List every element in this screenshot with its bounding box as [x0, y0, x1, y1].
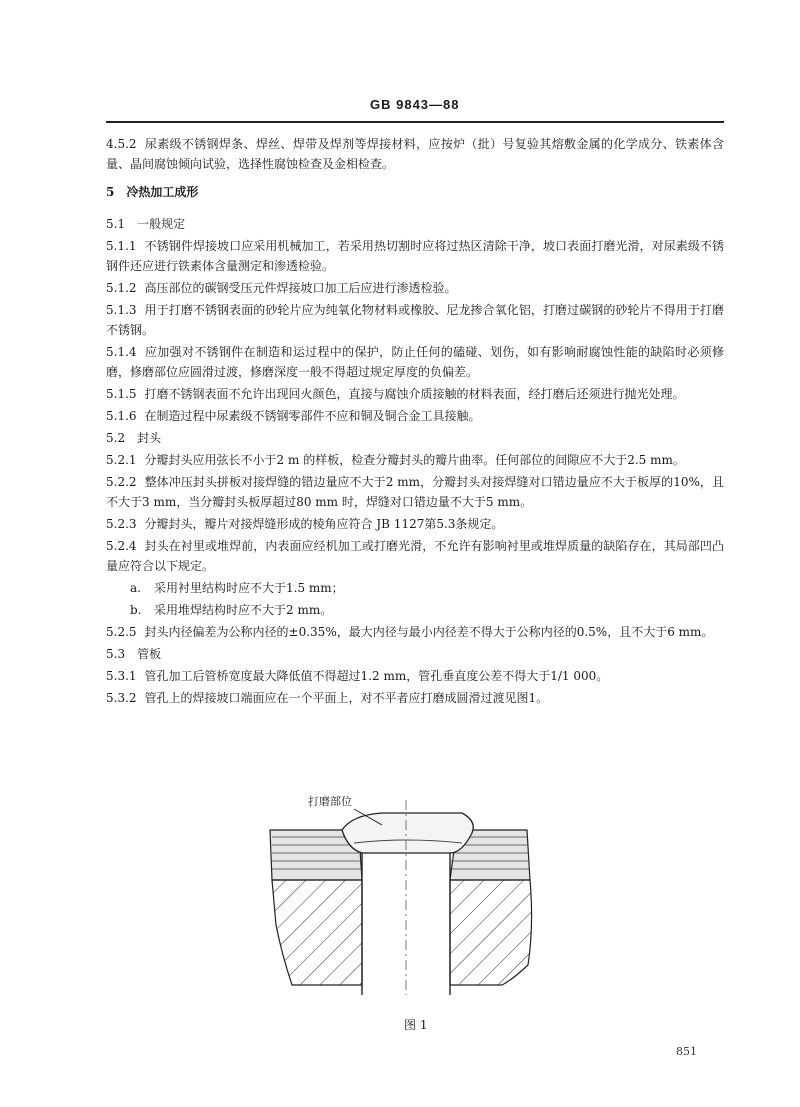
clause-5-3-2 [106, 688, 724, 708]
clause-number: 5.1.4 [106, 345, 137, 359]
subsection-number: 5.3 [106, 647, 126, 661]
clause-number: 5.2.4 [106, 539, 137, 553]
clause-text: 分瓣封头应用弦长不小于2 m 的样板，检查分瓣封头的瓣片曲率。任何部位的间隙应不大于2.5 mm。 [144, 453, 685, 467]
grinding-area-label: 打磨部位 [308, 795, 352, 808]
list-item-b [106, 600, 724, 620]
clause-number: 5.1.1 [106, 239, 137, 253]
clause-number: 5.3.2 [106, 691, 137, 705]
clause-text: 管孔加工后管桥宽度最大降低值不得超过1.2 mm，管孔垂直度公差不得大于1/1 000。 [144, 669, 609, 683]
clause-text: 分瓣封头，瓣片对接焊缝形成的棱角应符合 JB 1127第5.3条规定。 [144, 517, 504, 531]
clause-text: 高压部位的碳钢受压元件焊接坡口加工后应进行渗透检验。 [144, 281, 457, 295]
clause-5-2-2 [106, 472, 724, 512]
clause-number: 5.3.1 [106, 669, 137, 683]
clause-5-2-4 [106, 536, 724, 576]
clause-number: 5.2.5 [106, 625, 137, 639]
clause-text: 打磨不锈钢表面不允许出现回火颜色，直接与腐蚀介质接触的材料表面，经打磨后还须进行抛光处理。 [144, 387, 685, 401]
clause-text: 应加强对不锈钢件在制造和运过程中的保护，防止任何的磕碰、划伤，如有影响耐腐蚀性能的缺陷时必须修磨，修磨部位应圆滑过渡，修磨深度一般不得超过规定厚度的负偏差。 [106, 345, 724, 379]
subsection-title: 管板 [137, 647, 162, 661]
list-item-a [106, 578, 724, 598]
figure-caption: 图 1 [404, 1018, 428, 1032]
figure-1-tube-hole-drawing [262, 785, 542, 1015]
subsection-5-2 [106, 428, 724, 448]
clause-5-1-1 [106, 236, 724, 276]
standard-code-header: GB 9843—88 [370, 97, 460, 112]
tube-hole-section-drawing [262, 785, 542, 1015]
clause-5-1-5 [106, 384, 724, 404]
subsection-title: 封头 [137, 431, 162, 445]
section-title: 冷热加工成形 [126, 185, 199, 199]
clause-number: 4.5.2 [106, 137, 137, 151]
subsection-title: 一般规定 [137, 217, 186, 231]
subsection-5-3 [106, 644, 724, 664]
header-rule [106, 121, 724, 123]
grinding-zone [342, 813, 473, 853]
clause-5-2-1 [106, 450, 724, 470]
clause-5-1-3 [106, 300, 724, 340]
section-number: 5 [106, 185, 115, 199]
section-5-heading [106, 182, 724, 202]
subsection-number: 5.2 [106, 431, 126, 445]
clause-text: 不锈钢件焊接坡口应采用机械加工，若采用热切割时应将过热区清除干净，坡口表面打磨光滑，对尿素级不锈钢件还应进行铁素体含量测定和渗透检验。 [106, 239, 724, 273]
subsection-5-1 [106, 214, 724, 234]
clause-4-5-2 [106, 134, 724, 174]
clause-number: 5.1.2 [106, 281, 137, 295]
clause-5-1-4 [106, 342, 724, 382]
subsection-number: 5.1 [106, 217, 126, 231]
clause-5-2-3 [106, 514, 724, 534]
page-number: 851 [676, 1045, 697, 1058]
list-marker: a. [130, 581, 141, 595]
list-item-text: 采用堆焊结构时应不大于2 mm。 [154, 603, 333, 617]
clause-5-2-5 [106, 622, 724, 642]
list-item-text: 采用衬里结构时应不大于1.5 mm； [154, 581, 344, 595]
clause-text: 在制造过程中尿素级不锈钢零部件不应和铜及铜合金工具接触。 [144, 409, 481, 423]
clause-number: 5.2.1 [106, 453, 137, 467]
clause-number: 5.2.2 [106, 475, 137, 489]
base-metal-right [450, 880, 532, 985]
clause-number: 5.1.3 [106, 303, 137, 317]
base-metal-left [272, 880, 362, 985]
clause-text: 尿素级不锈钢焊条、焊丝、焊带及焊剂等焊接材料，应按炉（批）号复验其熔敷金属的化学成分、铁素体含量、晶间腐蚀倾向试验，选择性腐蚀检查及金相检查。 [106, 137, 724, 171]
clause-text: 管孔上的焊接坡口端面应在一个平面上，对不平者应打磨成圆滑过渡见图1。 [144, 691, 549, 705]
clause-number: 5.1.5 [106, 387, 137, 401]
clause-text: 整体冲压封头拼板对接焊缝的错边量应不大于2 mm，分瓣封头对接焊缝对口错边量应不大于板厚的10%，且不大于3 mm，当分瓣封头板厚超过80 mm 时，焊缝对口错边量不大于5 mm。 [106, 475, 724, 509]
clause-text: 封头在衬里或堆焊前，内表面应经机加工或打磨光滑，不允许有影响衬里或堆焊质量的缺陷存在，其局部凹凸量应符合以下规定。 [106, 539, 724, 573]
clause-5-3-1 [106, 666, 724, 686]
clause-text: 用于打磨不锈钢表面的砂轮片应为纯氧化物材料或橡胶、尼龙掺合氧化铝，打磨过碳钢的砂轮片不得用于打磨不锈钢。 [106, 303, 724, 337]
document-body [106, 134, 724, 710]
list-marker: b. [130, 603, 142, 617]
clause-number: 5.2.3 [106, 517, 137, 531]
clause-text: 封头内径偏差为公称内径的±0.35%，最大内径与最小内径差不得大于公称内径的0.5%，且不大于6 mm。 [144, 625, 714, 639]
clause-number: 5.1.6 [106, 409, 137, 423]
clause-5-1-2 [106, 278, 724, 298]
clause-5-1-6 [106, 406, 724, 426]
